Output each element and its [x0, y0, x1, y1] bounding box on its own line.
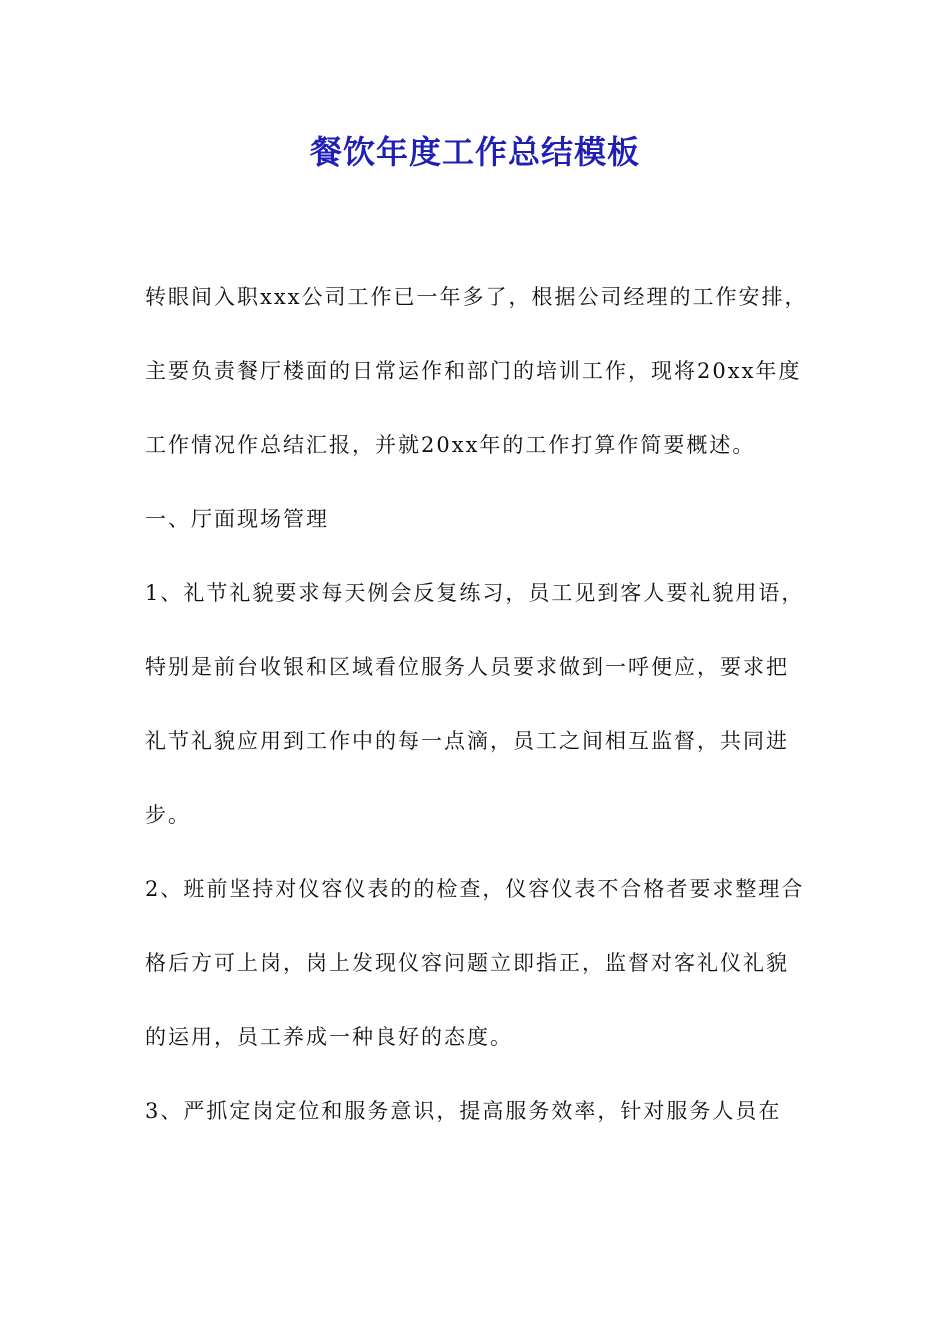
paragraph-item-1: 1、礼节礼貌要求每天例会反复练习，员工见到客人要礼貌用语，特别是前台收银和区域看位服务人员要求做到一呼便应，要求把礼节礼貌应用到工作中的每一点滴，员工之间相互监督，共同进步。 — [145, 581, 805, 827]
document-title: 餐饮年度工作总结模板 — [309, 133, 640, 171]
section-heading: 一、厅面现场管理 — [145, 507, 329, 531]
paragraph-intro: 转眼间入职xxx公司工作已一年多了，根据公司经理的工作安排，主要负责餐厅楼面的日常运作和部门的培训工作，现将20xx年度工作情况作总结汇报，并就20xx年的工作打算作简要概述。 — [145, 285, 808, 457]
paragraph-item-2: 2、班前坚持对仪容仪表的的检查，仪容仪表不合格者要求整理合格后方可上岗，岗上发现仪容问题立即指正，监督对客礼仪礼貌的运用，员工养成一种良好的态度。 — [145, 877, 805, 1049]
paragraph-item-3: 3、严抓定岗定位和服务意识，提高服务效率，针对服务人员在 — [145, 1099, 782, 1123]
document-body — [145, 260, 810, 1148]
